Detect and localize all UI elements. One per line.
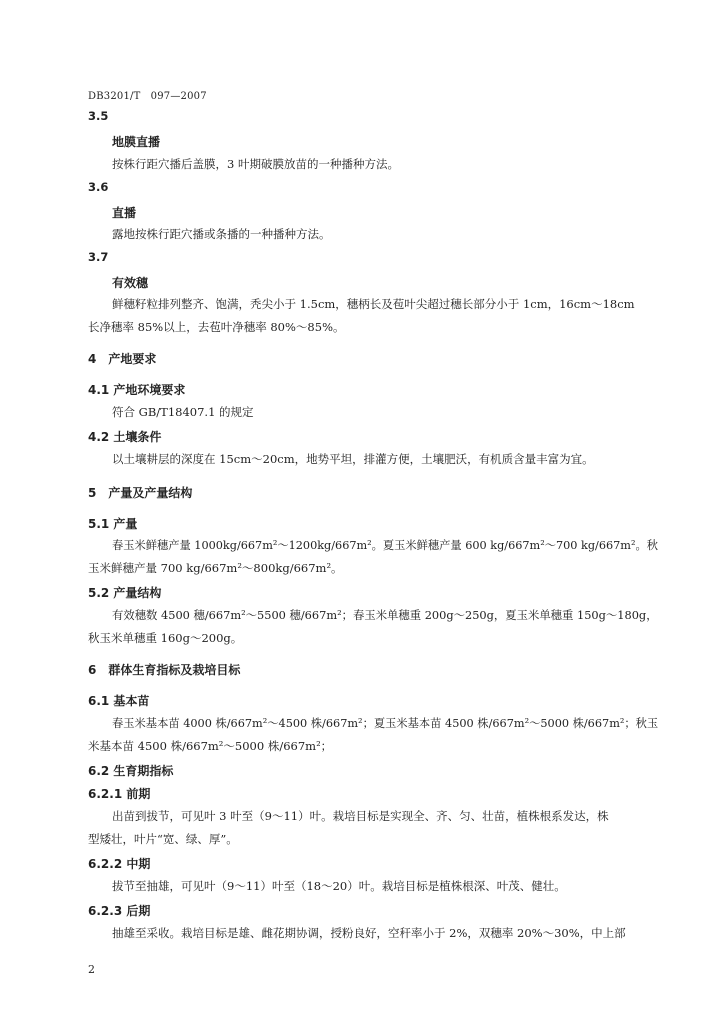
section-heading: 6 群体生育指标及栽培目标	[88, 663, 241, 677]
clause-number: 3.7	[88, 250, 109, 264]
term-definition: 按株行距穴播后盖膜，3 叶期破膜放苗的一种播种方法。	[112, 157, 399, 171]
section-heading: 5 产量及产量结构	[88, 486, 193, 500]
paragraph-line: 米基本苗 4500 株/667m²～5000 株/667m²；	[88, 739, 333, 753]
clause-number: 3.5	[88, 109, 109, 123]
paragraph-line: 玉米鲜穗产量 700 kg/667m²～800kg/667m²。	[88, 561, 343, 575]
paragraph-line: 型矮壮，叶片“宽、绿、厚”。	[88, 832, 238, 846]
subsection-heading: 5.2 产量结构	[88, 586, 162, 600]
term-definition: 露地按株行距穴播或条播的一种播种方法。	[112, 227, 331, 241]
subsection-heading: 4.2 土壤条件	[88, 430, 162, 444]
page-number: 2	[88, 963, 95, 976]
subsubsection-heading: 6.2.3 后期	[88, 904, 151, 918]
paragraph-line: 拔节至抽雄，可见叶（9～11）叶至（18～20）叶。栽培目标是植株根深、叶茂、健壮。	[112, 879, 566, 893]
paragraph-line: 符合 GB/T18407.1 的规定	[112, 405, 254, 419]
document-code-header: DB3201/T 097—2007	[88, 91, 207, 102]
subsubsection-heading: 6.2.2 中期	[88, 857, 151, 871]
term-definition-line: 鲜穗籽粒排列整齐、饱满，秃尖小于 1.5cm，穗柄长及苞叶尖超过穗长部分小于 1cm，16cm～18cm	[112, 297, 635, 311]
subsubsection-heading: 6.2.1 前期	[88, 787, 151, 801]
subsection-heading: 4.1 产地环境要求	[88, 383, 186, 397]
term-title: 直播	[112, 206, 137, 220]
term-title: 有效穗	[112, 276, 149, 290]
term-title: 地膜直播	[112, 135, 161, 149]
paragraph-line: 春玉米鲜穗产量 1000kg/667m²～1200kg/667m²。夏玉米鲜穗产量 600 kg/667m²～700 kg/667m²。秋	[112, 538, 658, 552]
subsection-heading: 5.1 产量	[88, 517, 138, 531]
paragraph-line: 秋玉米单穗重 160g～200g。	[88, 631, 243, 645]
paragraph-line: 抽雄至采收。栽培目标是雄、雌花期协调，授粉良好，空秆率小于 2%，双穗率 20%～30%，中上部	[112, 926, 626, 940]
subsection-heading: 6.1 基本苗	[88, 694, 150, 708]
clause-number: 3.6	[88, 180, 109, 194]
paragraph-line: 有效穗数 4500 穗/667m²～5500 穗/667m²；春玉米单穗重 200g～250g，夏玉米单穗重 150g～180g，	[112, 608, 658, 622]
paragraph-line: 春玉米基本苗 4000 株/667m²～4500 株/667m²；夏玉米基本苗 4500 株/667m²～5000 株/667m²；秋玉	[112, 716, 659, 730]
paragraph-line: 出苗到拔节，可见叶 3 叶至（9～11）叶。栽培目标是实现全、齐、匀、壮苗，植株根系发达，株	[112, 809, 609, 823]
paragraph-line: 以土壤耕层的深度在 15cm～20cm，地势平坦，排灌方便，土壤肥沃，有机质含量丰富为宜。	[112, 452, 594, 466]
section-heading: 4 产地要求	[88, 352, 157, 366]
subsection-heading: 6.2 生育期指标	[88, 764, 174, 778]
term-definition-line: 长净穗率 85%以上，去苞叶净穗率 80%～85%。	[88, 320, 345, 334]
